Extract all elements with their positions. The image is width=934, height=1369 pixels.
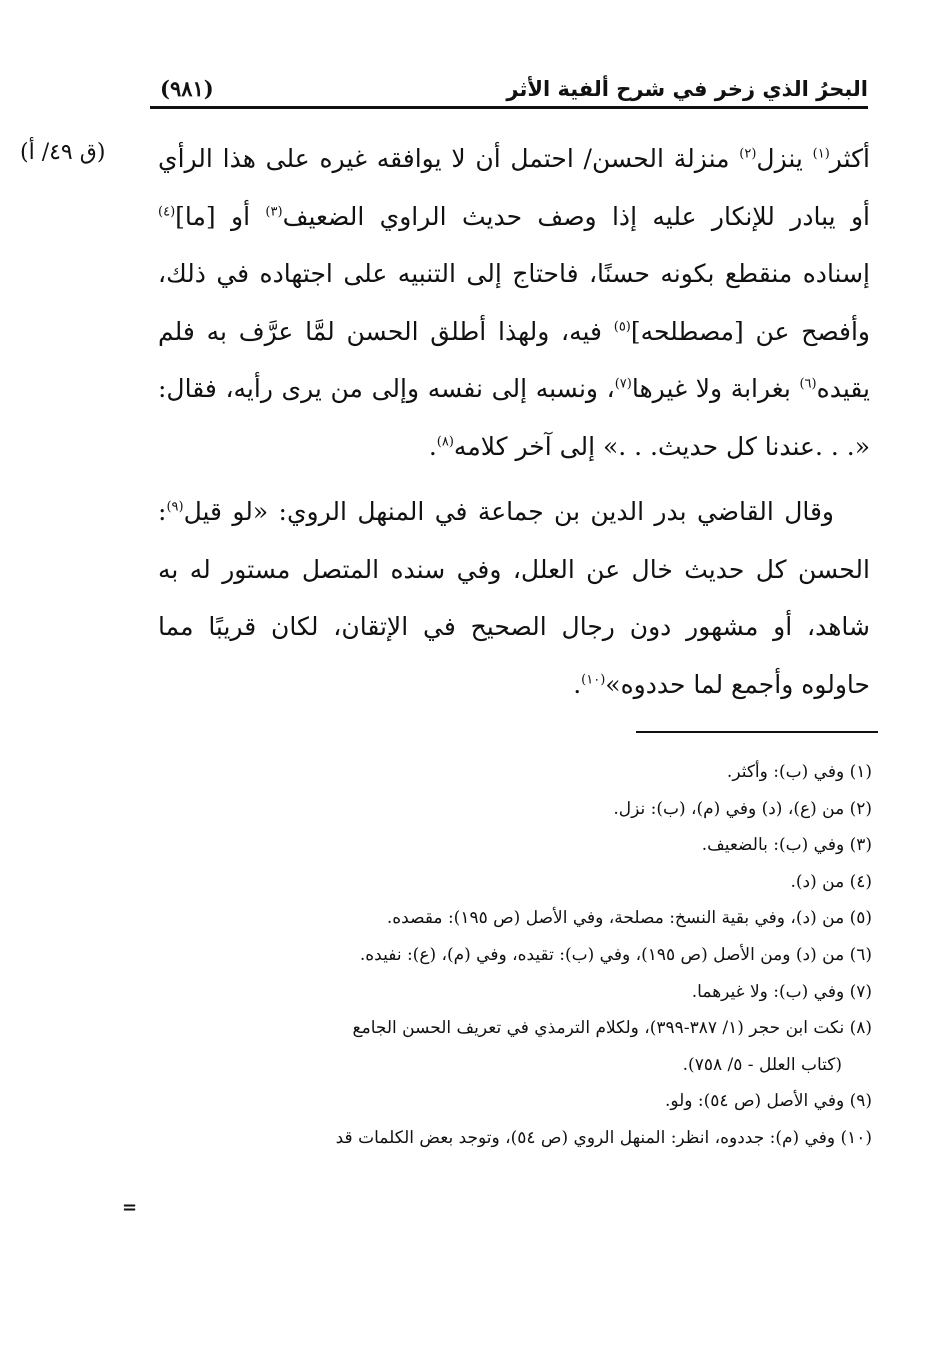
page-number: (٩٨١)	[160, 76, 214, 101]
footnote-ref-4: (٤)	[158, 204, 176, 220]
footnote-6: (٦) من (د) ومن الأصل (ص ١٩٥)، وفي (ب): تقيده، وفي (م)، (ع): نفيده.	[359, 944, 872, 965]
footnote-ref-10: (١٠)	[581, 672, 606, 688]
running-title: البحرُ الذي زخر في شرح ألفية الأثر	[506, 77, 868, 101]
footnote-ref-1: (١)	[812, 146, 830, 162]
footnote-ref-2: (٢)	[739, 146, 757, 162]
footnote-separator	[636, 731, 878, 733]
footnote-8-text: (٨) نكت ابن حجر (١/ ٣٨٧-٣٩٩)، ولكلام الترمذي في تعريف الحسن الجامع	[352, 1018, 872, 1039]
manuscript-folio-note: (ق ٤٩/ أ)	[20, 140, 106, 165]
footnote-10: (١٠) وفي (م): جددوه، انظر: المنهل الروي (ص ٥٤)، وتوجد بعض الكلمات قد	[335, 1127, 872, 1148]
running-header	[150, 72, 868, 106]
footnote-ref-9: (٩)	[166, 499, 184, 515]
text-run: .	[428, 431, 437, 461]
text-run: ، ونسبه إلى نفسه وإلى من يرى رأيه، فقال: «. . .عندنا كل حديث. . .» إلى آخر كلامه	[158, 374, 870, 461]
footnotes	[158, 754, 872, 1157]
footnote-8	[158, 1010, 872, 1083]
footnote-2: (٢) من (ع)، (د) وفي (م)، (ب): نزل.	[613, 798, 872, 819]
footnote-ref-3: (٣)	[265, 204, 283, 220]
footnote-8-continuation: (كتاب العلل - ٥/ ٧٥٨).	[682, 1054, 842, 1075]
footnote-ref-6: (٦)	[799, 376, 817, 392]
text-run: إسناده منقطع بكونه حسنًا، فاحتاج إلى التنبيه على اجتهاده في ذلك، وأفصح عن [مصطلحه]	[158, 259, 870, 346]
paragraph-2	[158, 483, 870, 713]
footnote-7: (٧) وفي (ب): ولا غيرهما.	[691, 981, 872, 1002]
footnote-5: (٥) من (د)، وفي بقية النسخ: مصلحة، وفي الأصل (ص ١٩٥): مقصده.	[386, 908, 872, 929]
text-run: : الحسن كل حديث خال عن العلل، وفي سنده المتصل مستور له به شاهد، أو مشهور دون رجال الصحيح في الإتقان، لكان قريبًا مما حاولوه وأجمع لما حددوه»	[158, 497, 870, 699]
text-run: وقال القاضي بدر الدين بن جماعة في المنهل الروي: «لو قيل	[183, 497, 834, 526]
header-rule	[150, 106, 868, 109]
main-text	[158, 130, 870, 713]
footnote-4: (٤) من (د).	[790, 871, 872, 892]
footnote-3: (٣) وفي (ب): بالضعيف.	[701, 835, 872, 856]
footnote-ref-5: (٥)	[613, 319, 631, 335]
text-run: .	[573, 669, 582, 699]
continuation-mark: =	[122, 1197, 138, 1218]
footnote-ref-7: (٧)	[614, 376, 632, 392]
text-run: فيه، ولهذا أطلق الحسن لمَّا عرَّف به فلم يقيده	[158, 316, 870, 403]
text-run: أكثر	[829, 144, 870, 173]
text-run: منزلة الحسن/ احتمل أن لا يوافقه غيره على هذا الرأي أو يبادر للإنكار عليه إذا وصف حديث الراوي الضعيف	[158, 144, 870, 231]
paragraph-1	[158, 130, 870, 475]
footnote-1: (١) وفي (ب): وأكثر.	[726, 762, 872, 782]
text-run: بغرابة ولا غيرها	[631, 374, 800, 403]
text-run: أو [ما]	[175, 201, 266, 231]
text-run: ينزل	[756, 144, 813, 173]
footnote-9: (٩) وفي الأصل (ص ٥٤): ولو.	[664, 1091, 872, 1112]
footnote-ref-8: (٨)	[436, 434, 454, 450]
